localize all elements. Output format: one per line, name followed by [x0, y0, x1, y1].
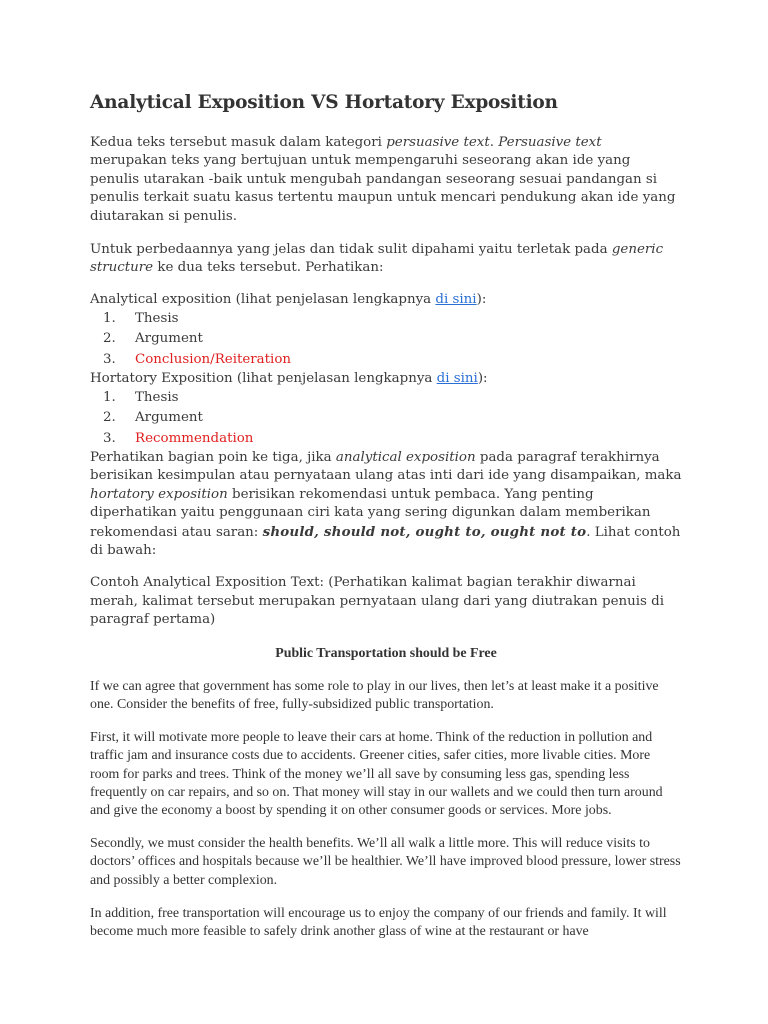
list-number: 3. — [103, 430, 116, 446]
hortatory-label-close: ): — [477, 370, 488, 386]
intro-italic-2: Persuasive text — [498, 135, 602, 150]
sample-title: Public Transportation should be Free — [275, 645, 497, 661]
analytical-label-text: Analytical exposition (lihat penjelasan lengkapnya — [90, 291, 436, 307]
page-title: Analytical Exposition VS Hortatory Exposition — [90, 92, 558, 113]
list-item — [90, 329, 682, 349]
list-text: Argument — [135, 331, 203, 347]
note-text-4: . Lihat contoh di bawah: — [90, 524, 681, 558]
list-number: 2. — [103, 410, 116, 426]
sample-text — [90, 645, 682, 942]
hortatory-label — [90, 370, 682, 388]
intro-italic-1: persuasive text — [386, 135, 490, 150]
list-text-highlight: Conclusion/Reiteration — [135, 351, 292, 367]
note-keywords: should, should not, ought to, ought not to — [262, 523, 587, 540]
hortatory-label-text: Hortatory Exposition (lihat penjelasan lengkapnya — [90, 370, 437, 386]
intro-paragraph — [90, 134, 682, 226]
note-paragraph — [90, 449, 682, 560]
diff-text-2: ke dua teks tersebut. Perhatikan: — [153, 260, 384, 276]
list-text: Thesis — [135, 390, 179, 406]
intro-text-3: merupakan teks yang bertujuan untuk mempengaruhi seseorang akan ide yang penulis utarakan -baik untuk mengubah pandangan seseorang sesuai pandangan si penulis terkait suatu kasus tertentu maupun untuk mencari pendukung akan ide yang diutarakan si penulis. — [90, 153, 676, 224]
note-italic-2: hortatory exposition — [90, 486, 228, 502]
note-text-1: Perhatikan bagian poin ke tiga, jika — [90, 449, 336, 465]
list-item — [90, 429, 682, 449]
list-item — [90, 350, 682, 370]
example-intro-paragraph: Contoh Analytical Exposition Text: (Perhatikan kalimat bagian terakhir diwarnai merah, kalimat tersebut merupakan pernyataan ulang dari yang diutrakan penuis di paragraf pertama) — [90, 575, 665, 628]
list-number: 3. — [103, 351, 116, 367]
list-text: Thesis — [135, 311, 179, 327]
note-italic-1: analytical exposition — [335, 449, 476, 465]
sample-paragraph: If we can agree that government has some role to play in our lives, then let’s at least make it a positive one. Consider the benefits of free, fully-subsidized public transportation. — [90, 678, 659, 712]
list-item — [90, 309, 682, 329]
analytical-label — [90, 291, 682, 309]
list-text: Argument — [135, 410, 203, 426]
intro-text-2: . — [489, 135, 499, 150]
hortatory-link[interactable]: di sini — [436, 370, 478, 386]
list-number: 1. — [103, 390, 116, 406]
list-item — [90, 388, 682, 408]
diff-text-1: Untuk perbedaannya yang jelas dan tidak sulit dipahami yaitu terletak pada — [90, 242, 612, 258]
hortatory-structure-list — [90, 388, 682, 449]
list-item — [90, 408, 682, 428]
sample-paragraph: First, it will motivate more people to leave their cars at home. Think of the reduction in pollution and traffic jam and insurance costs due to accidents. Greener cities, safer cities, more livable cities. More room for parks and trees. Think of the money we’ll all save by consuming less gas, spending less frequently on car repairs, and so on. That money will stay in our wallets and we could then turn around and give the economy a boost by spending it on other consumer goods or services. More jobs. — [90, 730, 663, 818]
analytical-link[interactable]: di sini — [435, 291, 477, 307]
sample-paragraph: Secondly, we must consider the health benefits. We’ll all walk a little more. This will reduce visits to doctors’ offices and hospitals because we’ll be healthier. We’ll have improved blood pressure, lower stress and possibly a better complexion. — [90, 836, 681, 888]
intro-text-1: Kedua teks tersebut masuk dalam kategori — [90, 135, 387, 150]
list-number: 2. — [103, 331, 116, 347]
list-number: 1. — [103, 311, 116, 327]
sample-paragraph: In addition, free transportation will encourage us to enjoy the company of our friends and family. It will become much more feasible to safely drink another glass of wine at the restaurant or have — [90, 905, 667, 939]
analytical-structure-list — [90, 309, 682, 370]
note-text-2: pada paragraf terakhirnya berisikan kesimpulan atau pernyataan ulang atas inti dari ide yang disampaikan, maka — [90, 449, 682, 484]
diff-italic-1: generic structure — [90, 242, 664, 276]
analytical-label-close: ): — [476, 291, 487, 307]
difference-paragraph — [90, 241, 682, 278]
note-text-3: berisikan rekomendasi untuk pembaca. Yang penting diperhatikan yaitu penggunaan ciri kata yang sering digunkan dalam memberikan rekomendasi atau saran: — [90, 486, 651, 540]
list-text-highlight: Recommendation — [135, 430, 254, 446]
